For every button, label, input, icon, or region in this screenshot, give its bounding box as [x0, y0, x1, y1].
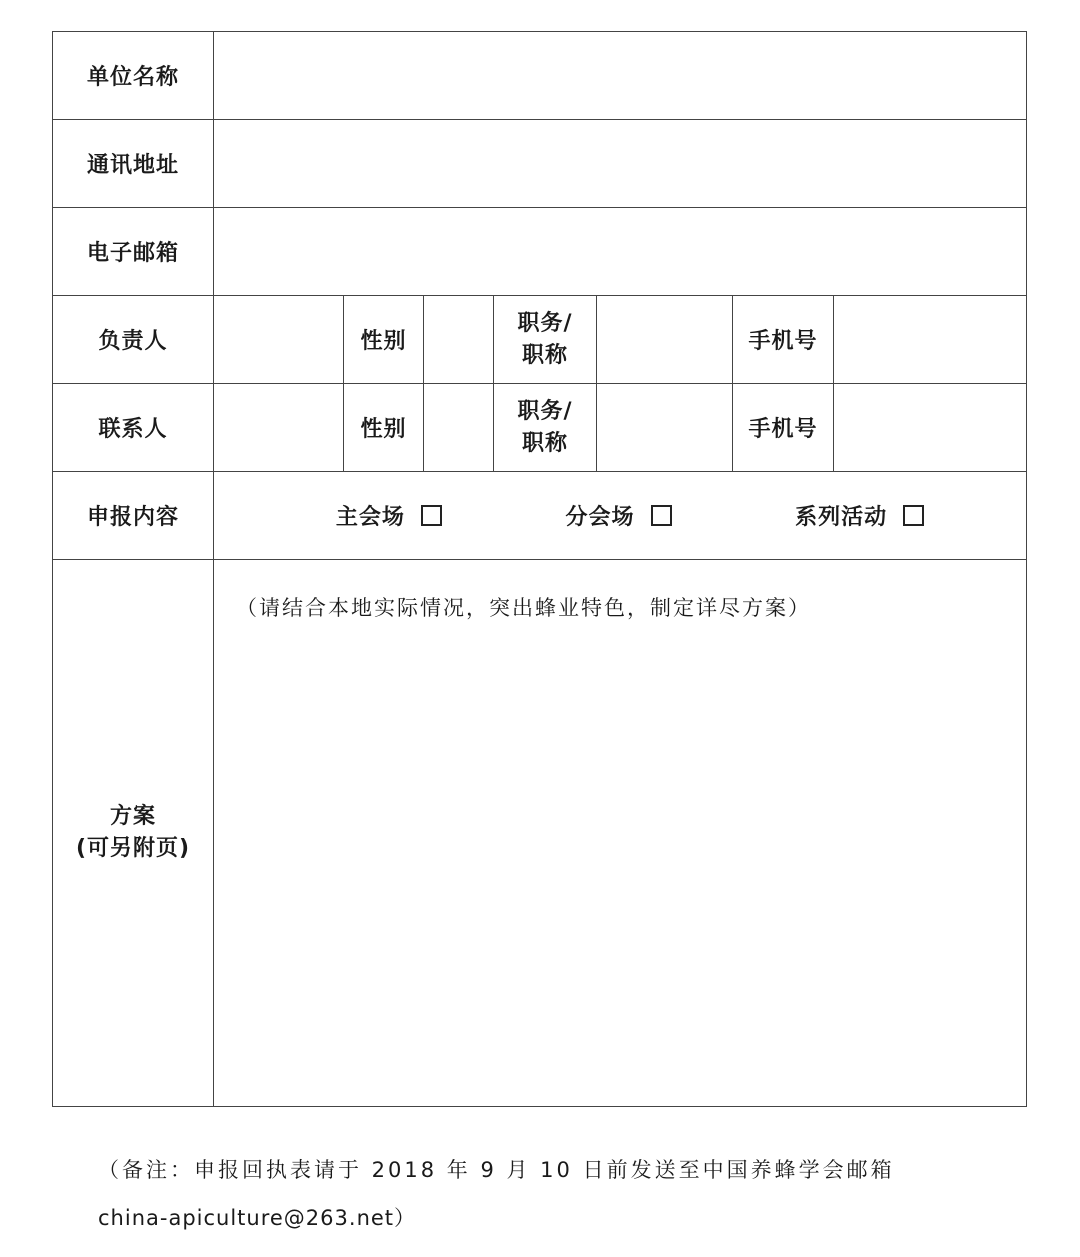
- responsible-person-label: 负责人: [53, 296, 214, 384]
- email-label: 电子邮箱: [53, 208, 214, 296]
- option-sub-venue-label: 分会场: [565, 505, 635, 530]
- responsible-position-field[interactable]: [597, 296, 733, 384]
- declaration-options: [214, 472, 1027, 560]
- contact-position-field[interactable]: [597, 384, 733, 472]
- plan-label-line1: 方案: [109, 804, 156, 829]
- plan-label: [53, 560, 214, 1107]
- main-venue-checkbox[interactable]: [421, 505, 442, 526]
- contact-phone-field[interactable]: [834, 384, 1027, 472]
- email-field[interactable]: [214, 208, 1027, 296]
- contact-gender-label: 性别: [344, 384, 424, 472]
- contact-person-field[interactable]: [214, 384, 344, 472]
- responsible-position-label: [494, 296, 597, 384]
- position-label-line1: 职务/: [517, 310, 573, 336]
- contact-position-label: [494, 384, 597, 472]
- footnote: [98, 1146, 1028, 1242]
- plan-field[interactable]: [214, 560, 1027, 1107]
- contact-person-label: 联系人: [53, 384, 214, 472]
- address-field[interactable]: [214, 120, 1027, 208]
- contact-phone-label: 手机号: [733, 384, 834, 472]
- responsible-gender-label: 性别: [344, 296, 424, 384]
- option-series-activities[interactable]: [795, 500, 924, 531]
- declaration-content-label: 申报内容: [53, 472, 214, 560]
- responsible-phone-label: 手机号: [733, 296, 834, 384]
- option-main-venue-label: 主会场: [335, 505, 405, 530]
- position-label-line1: 职务/: [517, 398, 573, 424]
- option-series-activities-label: 系列活动: [795, 505, 888, 530]
- address-label: 通讯地址: [53, 120, 214, 208]
- responsible-gender-field[interactable]: [424, 296, 494, 384]
- series-activities-checkbox[interactable]: [903, 505, 924, 526]
- footnote-line1: （备注：申报回执表请于 2018 年 9 月 10 日前发送至中国养蜂学会邮箱: [98, 1158, 895, 1182]
- plan-label-line2: (可另附页): [75, 836, 191, 861]
- contact-gender-field[interactable]: [424, 384, 494, 472]
- unit-name-label: 单位名称: [53, 32, 214, 120]
- position-label-line2: 职称: [521, 430, 568, 456]
- position-label-line2: 职称: [521, 342, 568, 368]
- footnote-email: china-apiculture@263.net）: [98, 1206, 417, 1230]
- responsible-person-field[interactable]: [214, 296, 344, 384]
- declaration-form: [52, 31, 1027, 1107]
- plan-hint: （请结合本地实际情况，突出蜂业特色，制定详尽方案）: [236, 596, 811, 620]
- option-sub-venue[interactable]: [566, 500, 672, 531]
- option-main-venue[interactable]: [336, 500, 442, 531]
- responsible-phone-field[interactable]: [834, 296, 1027, 384]
- unit-name-field[interactable]: [214, 32, 1027, 120]
- sub-venue-checkbox[interactable]: [651, 505, 672, 526]
